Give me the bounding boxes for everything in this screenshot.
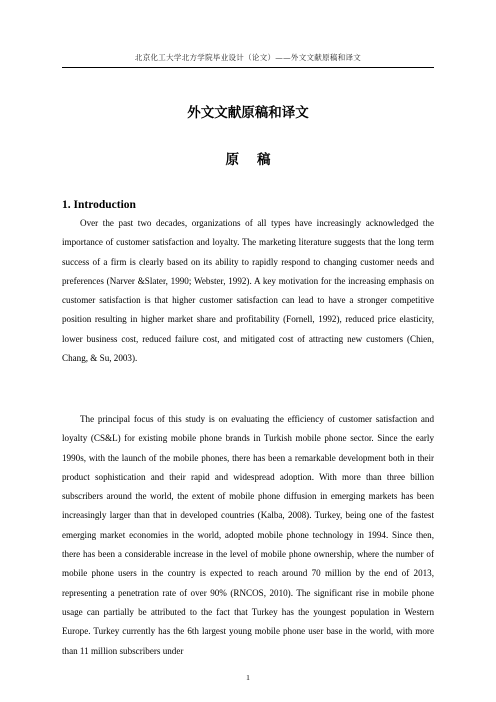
section-heading-introduction: 1. Introduction <box>62 199 136 211</box>
running-header: 北京化工大学北方学院毕业设计（论文）——外文文献原稿和译文 <box>134 53 362 62</box>
header-divider <box>62 67 434 68</box>
body-paragraph-1: Over the past two decades, organizations of all types have increasingly acknowledged the importance of customer satisfaction and loyalty. The marketing literature suggests that the long term success of a firm is clearly based on its ability to rapidly respond to changing customer needs and preferences (Narver &Slater, 1990; Webster, 1992). A key motivation for the increasing emphasis on customer satisfaction is that higher customer satisfaction can lead to have a stronger competitive position resulting in higher market share and profitability (Fornell, 1992), reduced price elasticity, lower business cost, reduced failure cost, and mitigated cost of attracting new customers (Chien, Chang, & Su, 2003). <box>62 218 434 364</box>
body-paragraph-2: The principal focus of this study is on evaluating the efficiency of customer satisfaction and loyalty (CS&L) for existing mobile phone brands in Turkish mobile phone sector. Since the early 1990s, with the launch of the mobile phones, there has been a remarkable development both in their product sophistication and their rapid and widespread adoption. With more than three billion subscribers around the world, the extent of mobile phone diffusion in emerging markets has been increasingly larger than that in developed countries (Kalba, 2008). Turkey, being one of the fastest emerging market economies in the world, adopted mobile phone technology in 1994. Since then, there has been a considerable increase in the level of mobile phone ownership, where the number of mobile phone users in the country is expected to reach around 70 million by the end of 2013, representing a penetration rate of over 90% (RNCOS, 2010). The significant rise in mobile phone usage can partially be attributed to the fact that Turkey has the youngest population in Western Europe. Turkey currently has the 6th largest young mobile phone user base in the world, with more than 11 million subscribers under <box>62 414 434 656</box>
document-subtitle: 原稿 <box>225 152 289 168</box>
document-title: 外文文献原稿和译文 <box>187 105 309 121</box>
page-number: 1 <box>246 673 250 682</box>
